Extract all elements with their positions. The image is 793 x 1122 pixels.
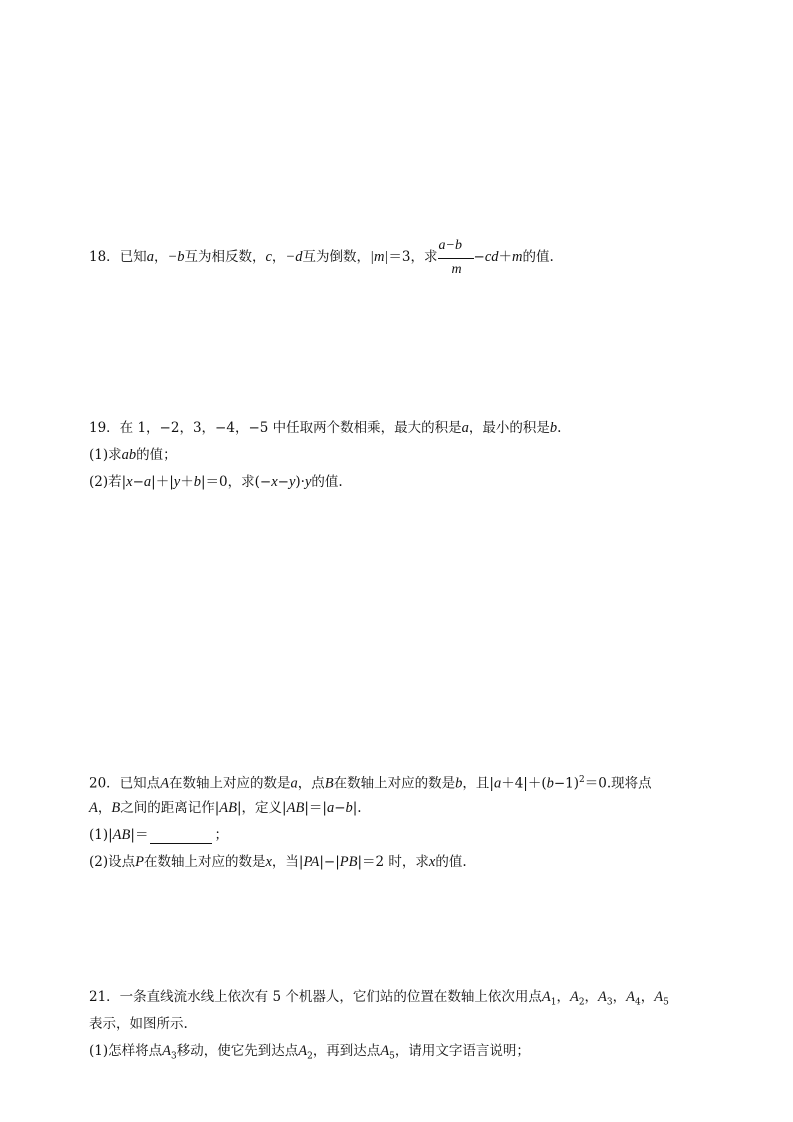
p18-text: 的值. (522, 249, 554, 265)
p20-text: ＋4|＋( (501, 775, 547, 792)
segment-PA: PA (303, 854, 320, 870)
p18-number: 18． (89, 249, 120, 265)
p20-text: |＝ (130, 827, 149, 843)
p20-text: 在数轴上对应的数是 (143, 854, 266, 870)
p19-text: |＋| (151, 474, 174, 490)
p18-text: 互为相反数， (184, 249, 266, 265)
problem-20-q1 (89, 826, 228, 844)
p18-text: ， (271, 249, 286, 265)
p21-text: ， (584, 989, 599, 1005)
p20-text: 在数轴上对应的数是 (169, 775, 291, 792)
var-x: x (265, 854, 272, 870)
var-c: c (265, 249, 272, 265)
p20-text: |−| (319, 854, 340, 870)
problem-20-stem-line2 (89, 799, 362, 817)
p20-text: 在数轴上对应的数是 (333, 775, 456, 792)
var-b: b (455, 775, 463, 792)
p21-text: 表示，如图所示. (89, 1016, 188, 1032)
problem-21-stem-line1 (89, 988, 669, 1012)
p18-text: ， (153, 249, 168, 265)
p20-text: ； (214, 827, 228, 843)
p19-text: . (557, 420, 562, 436)
p20-text: (2)设点 (89, 854, 136, 870)
point-A: A (160, 775, 170, 792)
problem-19-stem (89, 419, 561, 437)
fraction-bar (438, 258, 474, 259)
problem-21-stem-line2 (89, 1015, 188, 1033)
segment-AB: AB (219, 800, 237, 816)
point-A2: A (298, 1043, 308, 1059)
point-A1: A (541, 989, 551, 1005)
p19-text: 19．在 1，−2，3，−4，−5 中任取两个数相乘，最大的积是 (89, 420, 462, 436)
p19-text: )· (295, 474, 305, 490)
point-A3: A (162, 1043, 171, 1059)
var-b: b (193, 474, 201, 490)
p19-text: (2)若| (89, 474, 127, 490)
p21-text: ，请用文字语言说明； (394, 1043, 530, 1059)
problem-19-q2 (89, 473, 343, 491)
point-A5: A (380, 1043, 390, 1059)
p20-text: 的值. (435, 854, 467, 870)
problem-20-q2 (89, 853, 467, 871)
var-m: m (512, 249, 523, 265)
var-b: b (546, 775, 554, 792)
p20-text: |＝| (304, 800, 327, 816)
p20-text: 20．已知点 (89, 775, 161, 792)
var-x: x (428, 854, 436, 870)
p19-text: − (277, 474, 289, 490)
subscript: 3 (170, 1051, 177, 1062)
p21-text: ，再到达点 (312, 1043, 381, 1059)
segment-PB: PB (339, 854, 358, 870)
point-A3: A (598, 989, 607, 1005)
var-a: a (461, 420, 469, 436)
p20-text: 之间的距离记作| (120, 800, 220, 816)
problem-21-q1 (89, 1042, 530, 1066)
p21-text: 21．一条直线流水线上依次有 5 个机器人，它们站的位置在数轴上依次用点 (89, 989, 542, 1005)
segment-AB: AB (286, 800, 305, 816)
problem-19-q1 (89, 446, 177, 464)
p20-text: ，当| (271, 854, 304, 870)
var-b: b (549, 420, 558, 436)
p20-text: ，点 (297, 775, 325, 792)
exponent: 2 (579, 775, 585, 785)
p21-text: ， (612, 989, 627, 1005)
subscript: 3 (606, 997, 613, 1008)
p19-text: (1)求 (89, 447, 122, 463)
problem-18 (89, 237, 554, 277)
var-y: y (288, 474, 296, 490)
var-a: a (326, 800, 335, 816)
p21-text: (1)怎样将点 (89, 1043, 163, 1059)
var-a: a (143, 474, 152, 490)
p18-text: − (473, 249, 485, 265)
answer-blank[interactable] (150, 829, 212, 844)
p19-text: |＝0，求(− (200, 474, 272, 490)
var-ab: ab (121, 447, 137, 463)
p20-text: ， (97, 800, 112, 816)
p21-text: ， (556, 989, 570, 1005)
p20-text: |，定义| (237, 800, 287, 816)
p20-text: ，且| (462, 775, 494, 792)
p21-text: 移动，使它先到达点 (176, 1043, 299, 1059)
p19-text: 的值. (311, 474, 343, 490)
fraction (438, 237, 474, 277)
var-neg-d: −d (285, 249, 303, 265)
problem-20-stem-line1 (89, 771, 652, 793)
subscript: 5 (389, 1051, 395, 1062)
segment-AB: AB (112, 827, 131, 843)
p18-text: ＋ (498, 249, 513, 265)
subscript: 4 (635, 997, 641, 1008)
var-b: b (345, 800, 353, 816)
subscript: 1 (550, 997, 557, 1008)
p19-text: ，最小的积是 (468, 420, 550, 436)
p19-text: 的值； (136, 447, 177, 463)
abs-m: |m| (369, 249, 389, 265)
p20-text: (1)| (89, 827, 113, 843)
p20-text: −1) (553, 775, 580, 792)
var-neg-b: −b (167, 249, 185, 265)
point-A4: A (626, 989, 635, 1005)
p18-text: 互为倒数， (302, 249, 370, 265)
p20-text: − (334, 800, 346, 816)
var-y: y (304, 474, 312, 490)
p20-text: |. (352, 800, 362, 816)
point-A: A (89, 800, 98, 816)
var-a: a (493, 775, 502, 792)
p21-text: ， (640, 989, 655, 1005)
var-x: x (126, 474, 133, 490)
point-B: B (111, 800, 121, 816)
p18-text: 已知 (119, 249, 147, 265)
point-P: P (135, 854, 144, 870)
var-x: x (271, 474, 278, 490)
var-cd: cd (484, 249, 499, 265)
fraction-numerator: a−b (438, 237, 462, 253)
subscript: 5 (663, 997, 669, 1008)
point-A2: A (569, 989, 579, 1005)
var-a: a (290, 775, 298, 792)
point-A5: A (654, 989, 664, 1005)
p20-text: |＝2 时，求 (357, 854, 429, 870)
p20-text: ＝0.现将点 (584, 775, 652, 792)
p19-text: ＋ (180, 474, 194, 490)
fraction-denominator: m (451, 261, 462, 277)
subscript: 2 (307, 1051, 313, 1062)
subscript: 2 (578, 997, 585, 1008)
p19-text: − (132, 474, 144, 490)
point-B: B (324, 775, 334, 792)
p18-text: ＝3，求 (388, 249, 438, 265)
var-y: y (173, 474, 181, 490)
var-a: a (146, 249, 154, 265)
